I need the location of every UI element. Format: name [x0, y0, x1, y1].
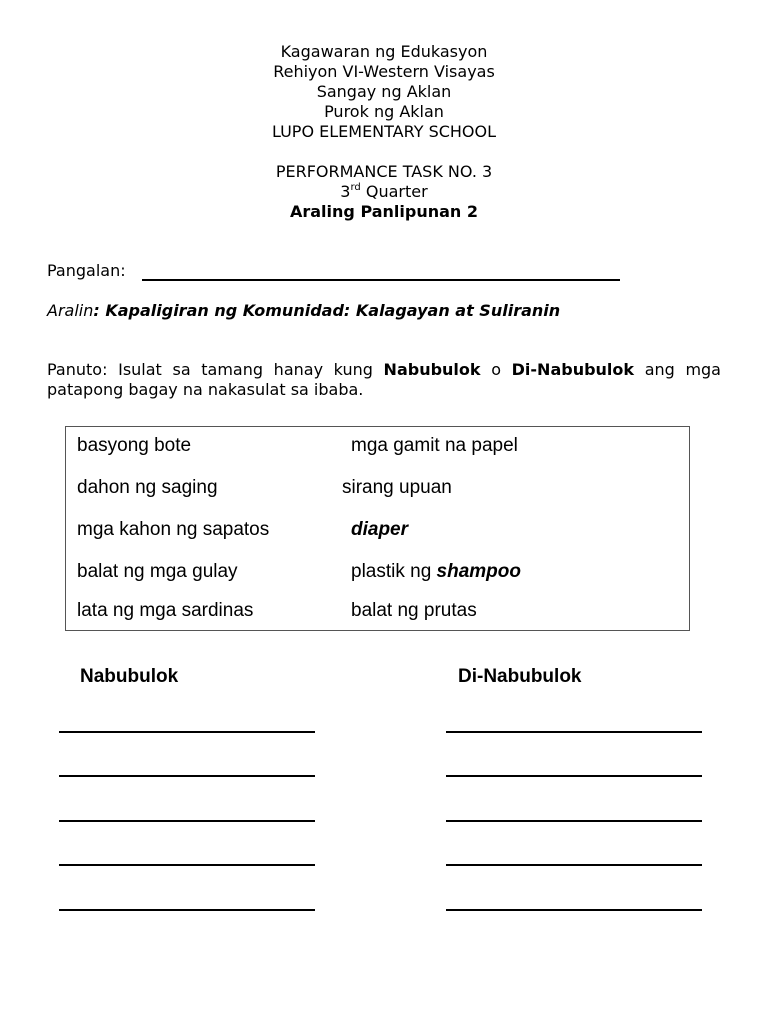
word-item-prefix: plastik ng	[351, 561, 437, 582]
header-spacer	[0, 142, 768, 162]
answer-line-nabubulok[interactable]	[59, 731, 315, 733]
header-line-department: Kagawaran ng Edukasyon	[280, 42, 488, 61]
word-item: dahon ng saging	[77, 477, 218, 498]
lesson-label: Aralin	[47, 301, 94, 320]
name-label: Pangalan:	[47, 261, 126, 280]
header-line-division: Sangay ng Aklan	[316, 82, 452, 101]
answer-line-nabubulok[interactable]	[59, 909, 315, 911]
word-item	[351, 519, 408, 541]
word-item: mga kahon ng sapatos	[77, 519, 270, 540]
answer-line-nabubulok[interactable]	[59, 820, 315, 822]
header-line-district: Purok ng Aklan	[324, 102, 444, 121]
subject-title: Araling Panlipunan 2	[289, 202, 479, 221]
answer-line-di-nabubulok[interactable]	[446, 864, 702, 866]
answer-line-di-nabubulok[interactable]	[446, 775, 702, 777]
word-item-emphasis: diaper	[351, 519, 409, 540]
quarter-word: Quarter	[360, 182, 428, 201]
instructions-bold-nabubulok: Nabubulok	[383, 360, 481, 379]
lesson-topic: : Kapaligiran ng Komunidad: Kalagayan at Suliranin	[93, 301, 561, 320]
answer-line-nabubulok[interactable]	[59, 864, 315, 866]
word-item: sirang upuan	[342, 477, 452, 498]
word-item-emphasis: shampoo	[436, 561, 521, 582]
lesson-title	[47, 301, 560, 321]
answer-line-di-nabubulok[interactable]	[446, 909, 702, 911]
word-bank-box	[65, 426, 690, 631]
word-item: lata ng mga sardinas	[77, 600, 254, 621]
answer-line-di-nabubulok[interactable]	[446, 731, 702, 733]
instructions-text-3: ang mga patapong bagay na nakasulat sa ibaba.	[47, 360, 721, 399]
answer-line-di-nabubulok[interactable]	[446, 820, 702, 822]
instructions-text-1: Panuto: Isulat sa tamang hanay kung	[47, 360, 384, 379]
word-item: balat ng mga gulay	[77, 561, 238, 582]
instructions-text-2: o	[480, 360, 512, 379]
school-header	[0, 42, 768, 222]
quarter-number: 3	[340, 182, 351, 201]
word-item: mga gamit na papel	[351, 435, 518, 456]
quarter-ordinal: rd	[350, 181, 361, 193]
word-item: basyong bote	[77, 435, 192, 456]
word-item	[351, 561, 521, 583]
instructions	[47, 360, 721, 400]
word-item: balat ng prutas	[351, 600, 477, 621]
name-blank-line[interactable]	[142, 279, 620, 281]
header-line-school: LUPO ELEMENTARY SCHOOL	[271, 122, 497, 141]
instructions-bold-di-nabubulok: Di-Nabubulok	[511, 360, 635, 379]
column-title-nabubulok: Nabubulok	[80, 666, 179, 687]
task-title: PERFORMANCE TASK NO. 3	[275, 162, 493, 181]
quarter-label	[0, 182, 768, 202]
answer-line-nabubulok[interactable]	[59, 775, 315, 777]
column-title-di-nabubulok: Di-Nabubulok	[458, 666, 582, 687]
header-line-region: Rehiyon VI-Western Visayas	[273, 62, 495, 81]
